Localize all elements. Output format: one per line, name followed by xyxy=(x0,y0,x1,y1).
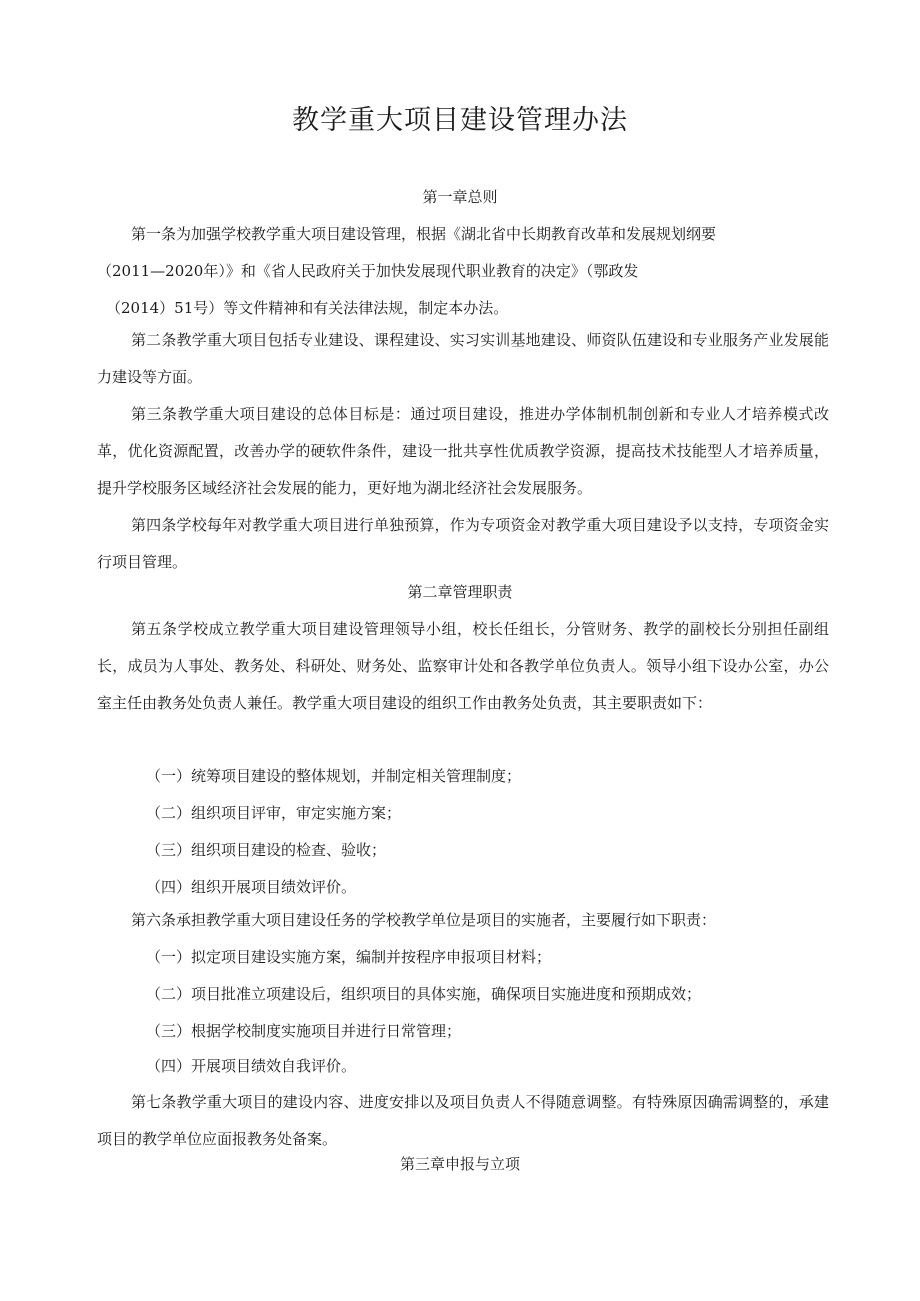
document-title: 教学重大项目建设管理办法 xyxy=(292,105,628,136)
chapter-1-heading: 第一章总则 xyxy=(422,188,498,206)
article-6-item-1: （一）拟定项目建设实施方案，编制并按程序申报项目材料； xyxy=(146,948,552,966)
article-1-line-1: 第一条为加强学校教学重大项目建设管理，根据《湖北省中长期教育改革和发展规划纲要 xyxy=(131,225,717,243)
article-5-item-4: （四）组织开展项目绩效评价。 xyxy=(146,878,357,896)
article-6-item-3: （三）根据学校制度实施项目并进行日常管理； xyxy=(146,1022,462,1040)
article-6: 第六条承担教学重大项目建设任务的学校教学单位是项目的实施者，主要履行如下职责： xyxy=(131,911,717,929)
article-6-item-2: （二）项目批准立项建设后，组织项目的具体实施，确保项目实施进度和预期成效； xyxy=(146,985,702,1003)
article-1-line-3: （2014）51号）等文件精神和有关法律法规，制定本办法。 xyxy=(106,299,509,317)
article-7: 第七条教学重大项目的建设内容、进度安排以及项目负责人不得随意调整。有特殊原因确需调整的，承建项目的教学单位应面报教务处备案。 xyxy=(97,1093,829,1148)
article-5-item-2: （二）组织项目评审，审定实施方案； xyxy=(146,804,402,822)
article-3: 第三条教学重大项目建设的总体目标是：通过项目建设，推进办学体制机制创新和专业人才培养模式改革，优化资源配置，改善办学的硬软件条件，建设一批共享性优质教学资源，提高技术技能型人才培养质量，提升学校服务区域经济社会发展的能力，更好地为湖北经济社会发展服务。 xyxy=(97,405,829,497)
article-1-line-2: （2011—2020年）》和《省人民政府关于加快发展现代职业教育的决定》（鄂政发 xyxy=(97,262,639,280)
article-5-item-3: （三）组织项目建设的检查、验收； xyxy=(146,841,387,859)
article-2: 第二条教学重大项目包括专业建设、课程建设、实习实训基地建设、师资队伍建设和专业服务产业发展能力建设等方面。 xyxy=(97,331,829,386)
chapter-2-heading: 第二章管理职责 xyxy=(407,583,513,601)
article-5: 第五条学校成立教学重大项目建设管理领导小组，校长任组长，分管财务、教学的副校长分别担任副组长，成员为人事处、教务处、科研处、财务处、监察审计处和各教学单位负责人。领导小组下设办公室，办公室主任由教务处负责人兼任。教学重大项目建设的组织工作由教务处负责，其主要职责如下： xyxy=(97,620,829,712)
article-4: 第四条学校每年对教学重大项目进行单独预算，作为专项资金对教学重大项目建设予以支持，专项资金实行项目管理。 xyxy=(97,516,829,571)
article-6-item-4: （四）开展项目绩效自我评价。 xyxy=(146,1057,357,1075)
chapter-3-heading: 第三章申报与立项 xyxy=(399,1155,520,1173)
article-5-item-1: （一）统筹项目建设的整体规划，并制定相关管理制度； xyxy=(146,767,522,785)
